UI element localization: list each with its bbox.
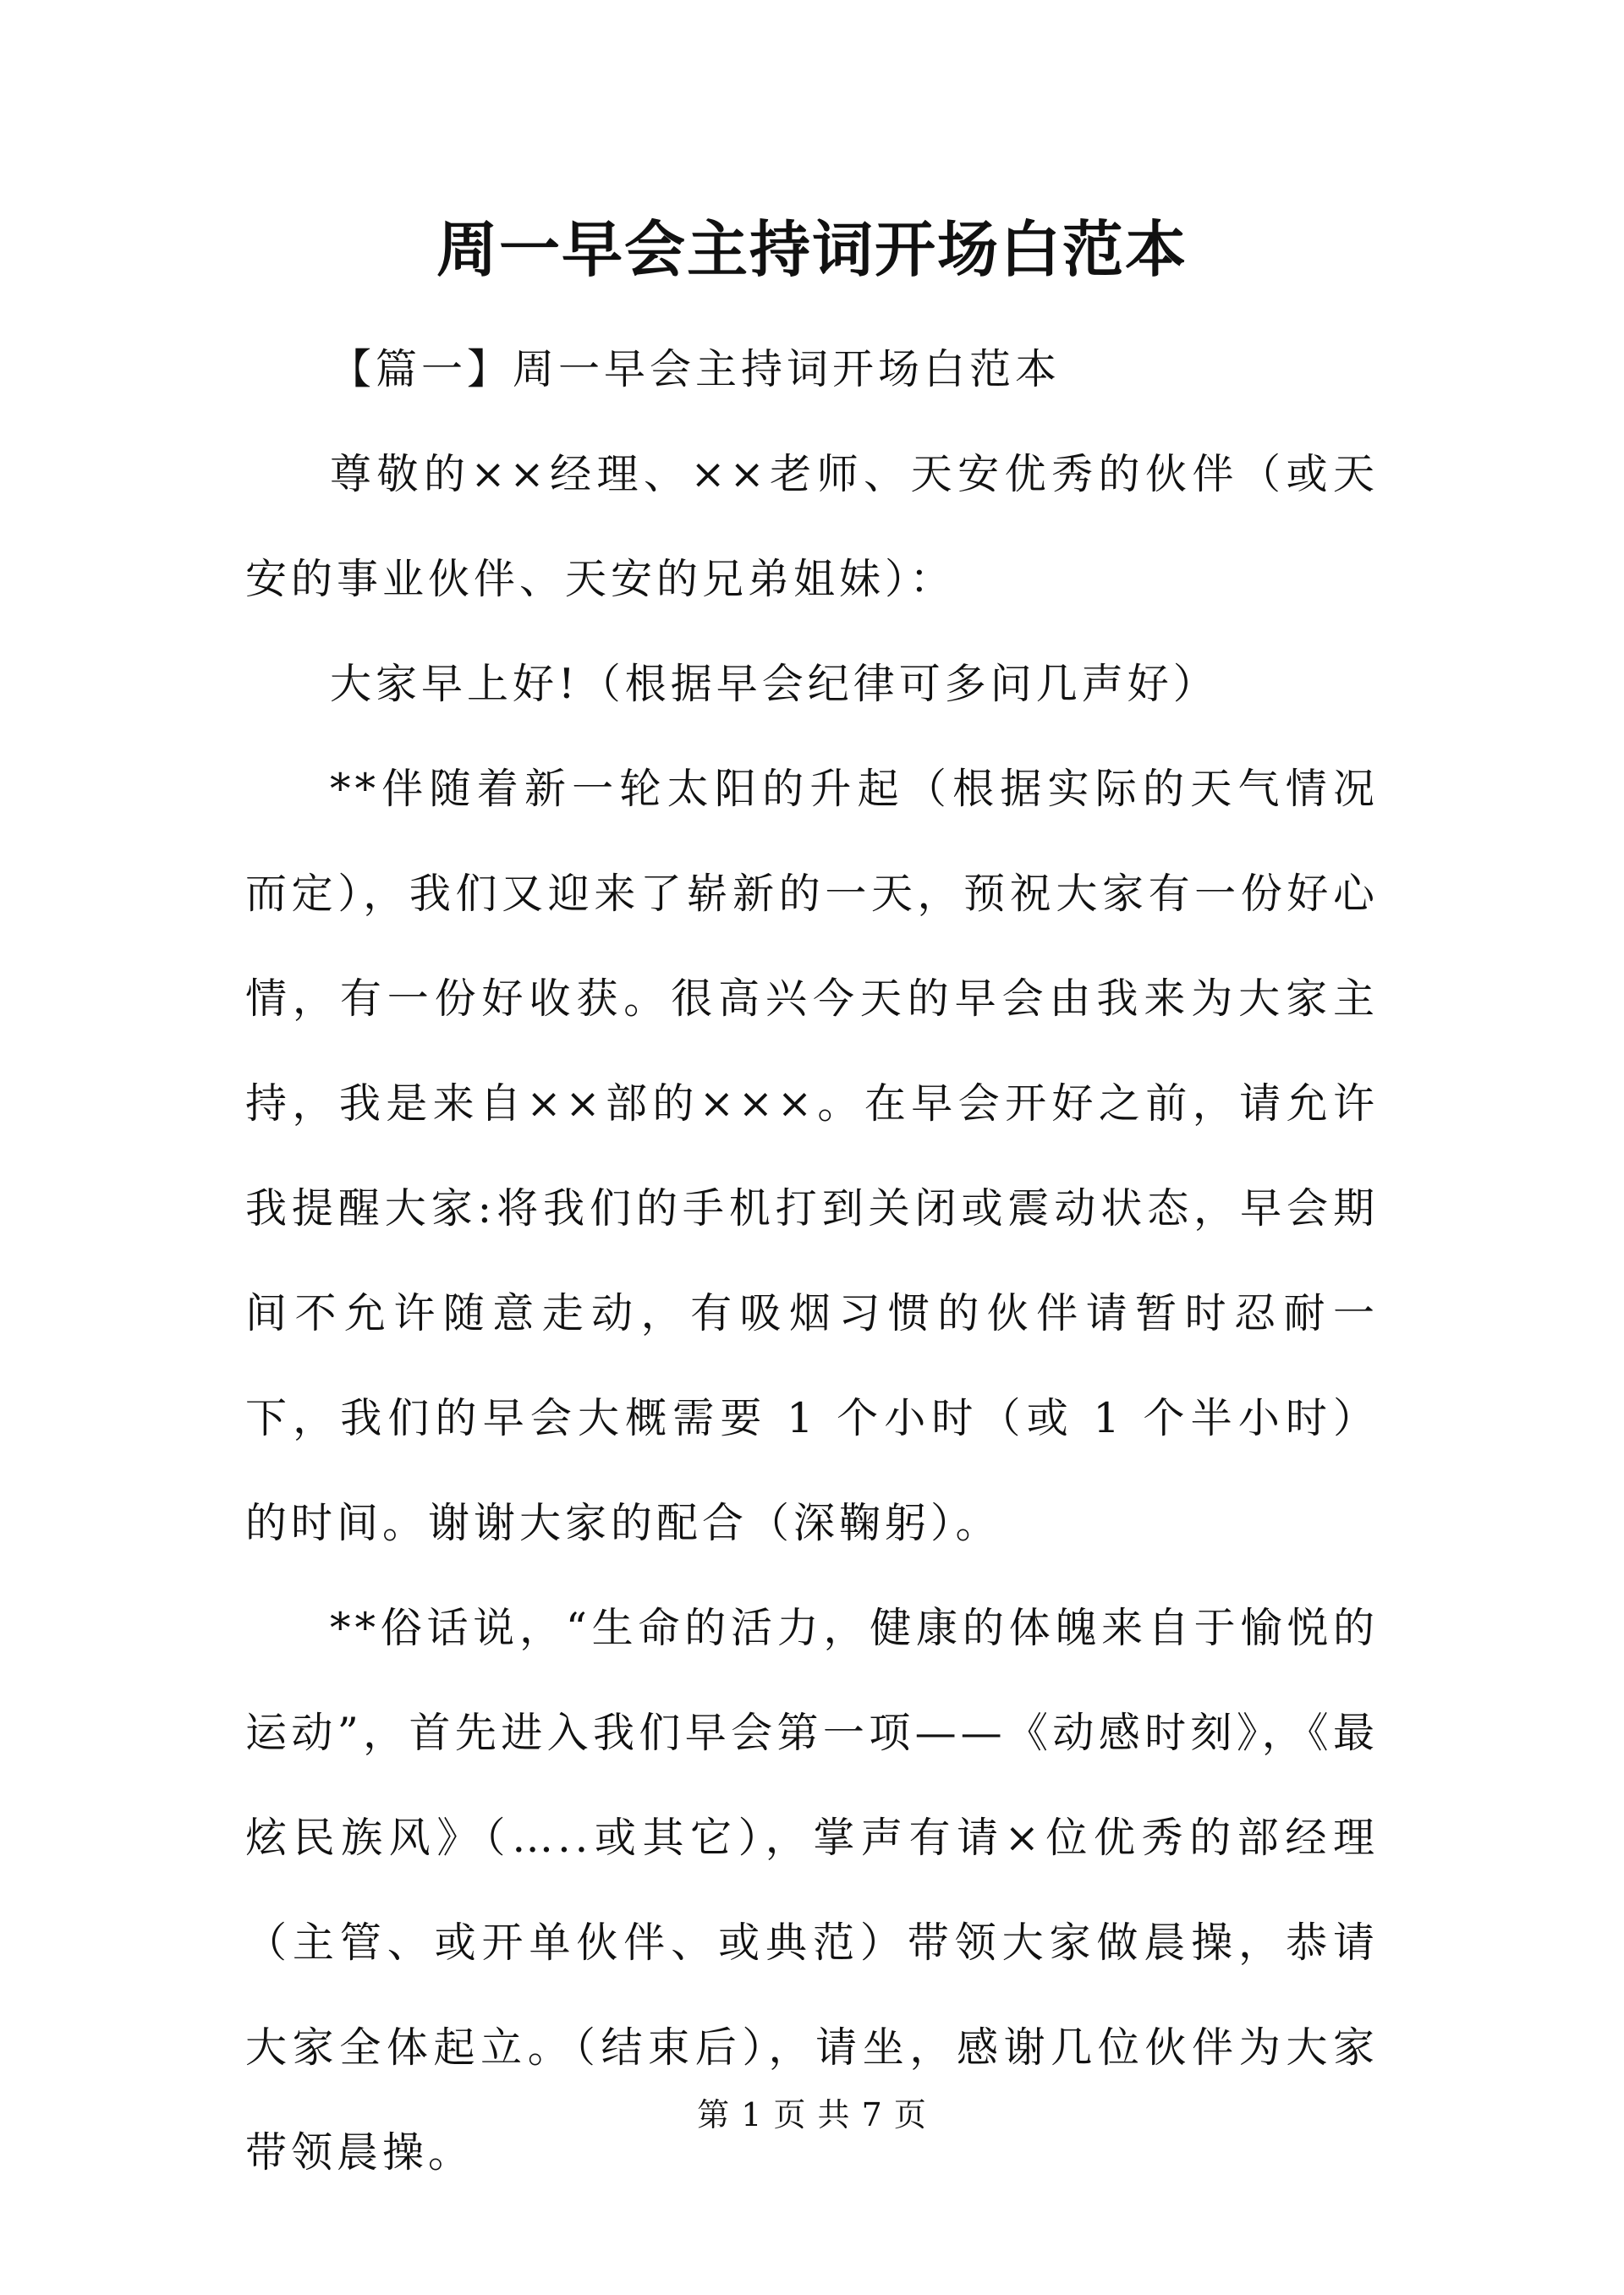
- document-title: 周一早会主持词开场白范本: [436, 213, 1188, 285]
- greeting-paragraph: 尊敬的××经理、××老师、天安优秀的伙伴（或天安的事业伙伴、天安的兄弟姐妹）：: [245, 450, 1379, 603]
- section-heading: 【篇一】周一早会主持词开场白范本: [330, 345, 1062, 393]
- document-body: [245, 317, 1379, 2205]
- exercise-paragraph: **俗话说，“生命的活力，健康的体魄来自于愉悦的运动”，首先进入我们早会第一项——《动感时刻》，《最炫民族风》（…..或其它），掌声有请×位优秀的部经理（主管、或开单伙伴、或典范）带领大家做晨操，恭请大家全体起立。（结束后），请坐，感谢几位伙伴为大家带领晨操。: [245, 1604, 1379, 2177]
- good-morning-paragraph: 大家早上好!（根据早会纪律可多问几声好）: [330, 660, 1219, 708]
- opening-paragraph: **伴随着新一轮太阳的升起（根据实际的天气情况而定），我们又迎来了崭新的一天，预祝大家有一份好心情，有一份好收获。很高兴今天的早会由我来为大家主持，我是来自××部的×××。在早会开好之前，请允许我提醒大家:将我们的手机打到关闭或震动状态，早会期间不允许随意走动，有吸烟习惯的伙伴请暂时忍耐一下，我们的早会大概需要 1 个小时（或 1 个半小时）的时间。谢谢大家的配合（深鞠躬）。: [245, 765, 1379, 1547]
- page-footer: 第 1 页 共 7 页: [697, 2096, 927, 2133]
